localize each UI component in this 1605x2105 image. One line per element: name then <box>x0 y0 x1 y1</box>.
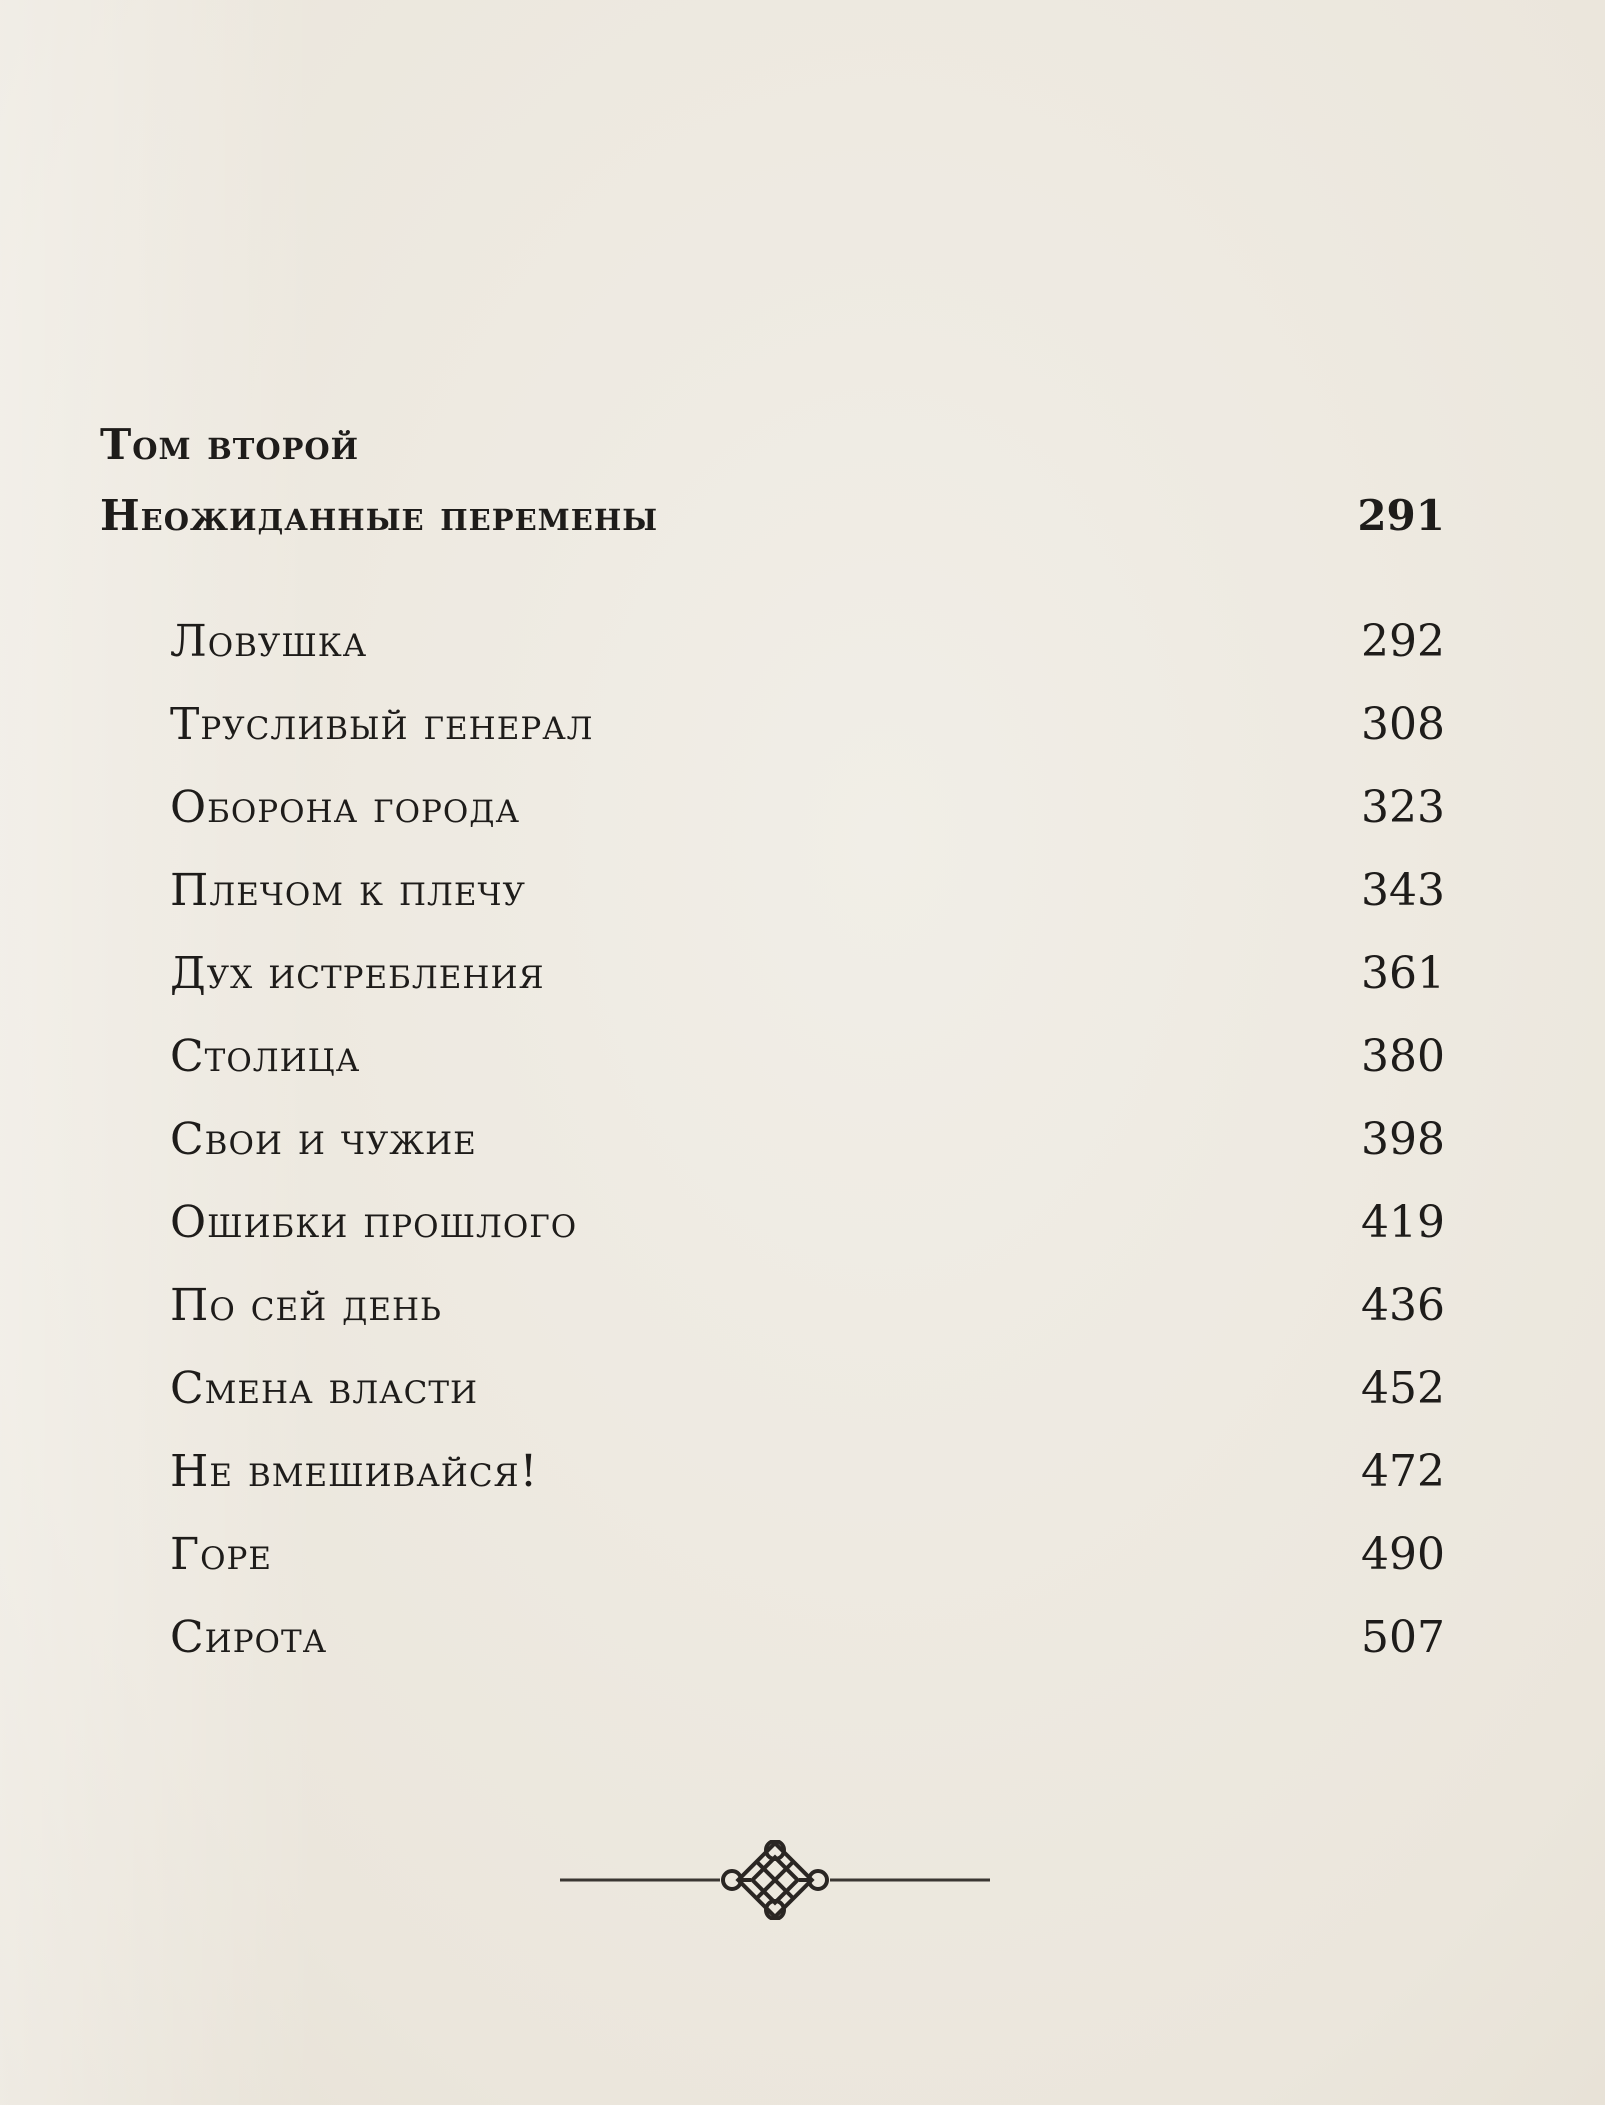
chapter-title: Дух истребления <box>170 948 545 999</box>
chapter-page-number: 308 <box>1361 699 1445 750</box>
chapter-entry <box>170 1181 1445 1264</box>
chapter-entry <box>170 1098 1445 1181</box>
chapter-title: Столица <box>170 1031 361 1082</box>
chapter-title: По сей день <box>170 1280 442 1331</box>
chapter-page-number: 436 <box>1361 1280 1445 1331</box>
part-entry <box>100 480 1445 550</box>
chapter-entry <box>170 683 1445 766</box>
chapter-page-number: 490 <box>1361 1529 1445 1580</box>
chapter-page-number: 292 <box>1361 616 1445 667</box>
chapter-page-number: 419 <box>1361 1197 1445 1248</box>
chapter-page-number: 361 <box>1361 948 1445 999</box>
chapter-entry <box>170 600 1445 683</box>
chapter-title: Не вмешивайся! <box>170 1446 539 1497</box>
table-of-contents <box>100 410 1445 1679</box>
chapter-entry <box>170 849 1445 932</box>
chapter-list <box>100 600 1445 1679</box>
chapter-page-number: 452 <box>1361 1363 1445 1414</box>
chapter-page-number: 380 <box>1361 1031 1445 1082</box>
chapter-title: Оборона города <box>170 782 520 833</box>
chapter-title: Ошибки прошлого <box>170 1197 578 1248</box>
part-page-number: 291 <box>1357 490 1445 540</box>
volume-title: Том второй <box>100 420 360 469</box>
chapter-title: Свои и чужие <box>170 1114 477 1165</box>
chapter-entry <box>170 1596 1445 1679</box>
chapter-title: Сирота <box>170 1612 328 1663</box>
chapter-entry <box>170 932 1445 1015</box>
chapter-entry <box>170 1264 1445 1347</box>
endless-knot-icon <box>560 1840 990 1920</box>
chapter-entry <box>170 1513 1445 1596</box>
chapter-title: Горе <box>170 1529 273 1580</box>
chapter-page-number: 398 <box>1361 1114 1445 1165</box>
chapter-entry <box>170 1347 1445 1430</box>
part-title: Неожиданные перемены <box>100 490 659 540</box>
chapter-page-number: 472 <box>1361 1446 1445 1497</box>
chapter-title: Трусливый генерал <box>170 699 594 750</box>
chapter-title: Ловушка <box>170 616 368 667</box>
chapter-entry <box>170 1015 1445 1098</box>
chapter-page-number: 323 <box>1361 782 1445 833</box>
chapter-entry <box>170 766 1445 849</box>
chapter-page-number: 507 <box>1361 1612 1445 1663</box>
chapter-title: Смена власти <box>170 1363 479 1414</box>
chapter-entry <box>170 1430 1445 1513</box>
chapter-page-number: 343 <box>1361 865 1445 916</box>
chapter-title: Плечом к плечу <box>170 865 526 916</box>
